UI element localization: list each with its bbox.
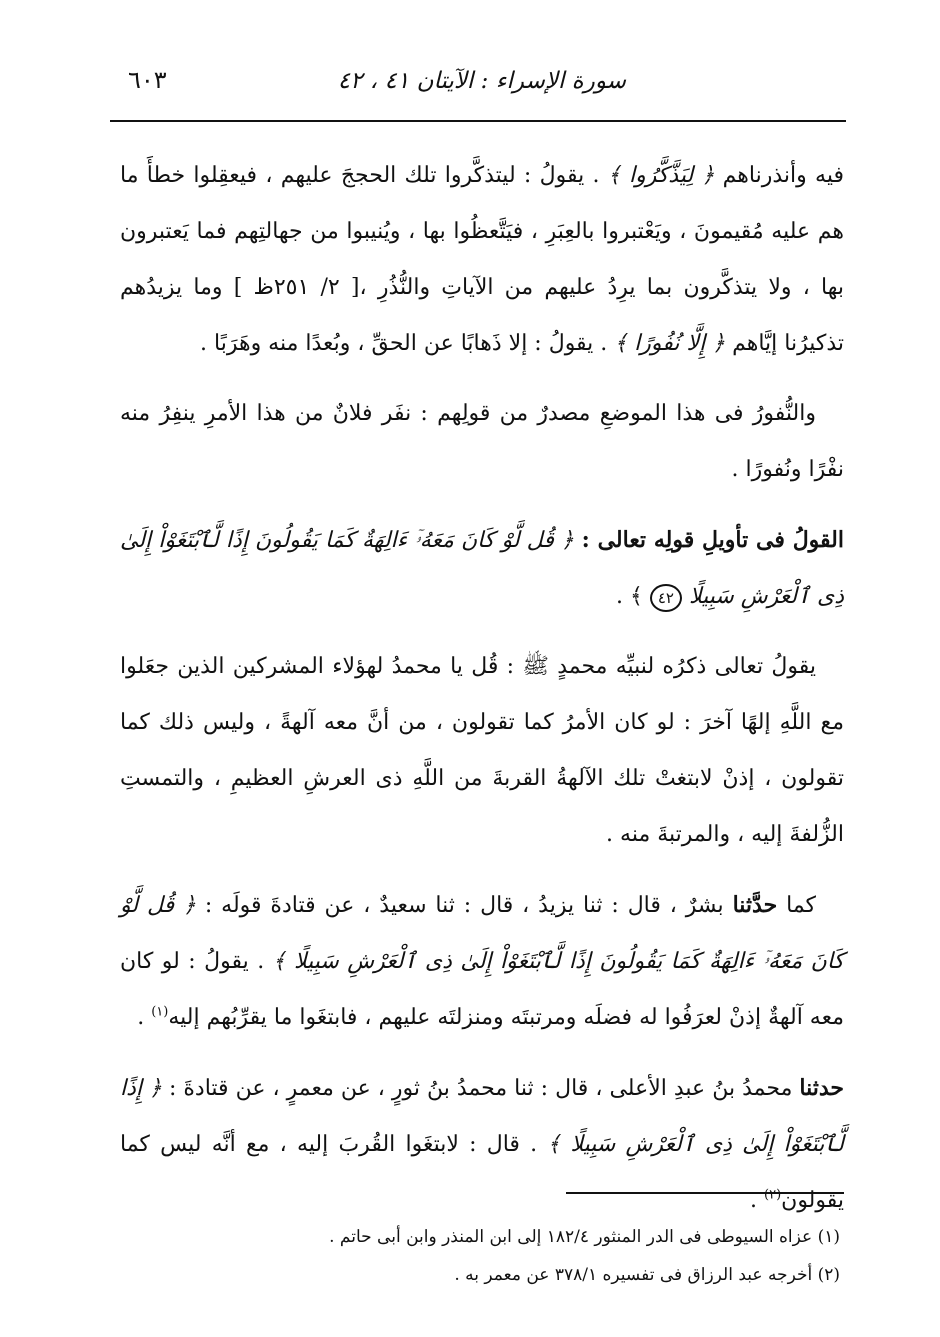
paragraph-6 — [120, 1060, 844, 1229]
paragraph-1 — [120, 148, 844, 372]
paragraph-4: يقولُ تعالى ذكرُه لنبيِّه محمدٍ ﷺ : قُل يا محمدُ لهؤلاء المشركين الذين جعَلوا مع اللَّهِ إلهًا آخرَ : لو كان الأمرُ كما تقولون ، من أنَّ معه آلهةً ، وليس ذلك كما تقولون ، إذنْ لابتغتْ تلك الآلهةُ القربةَ من اللَّهِ ذى العرشِ العظيمِ ، والتمستِ الزُّلفةَ إليه ، والمرتبةَ منه . — [120, 654, 844, 847]
footnote-marker-2: (٢) — [764, 1187, 782, 1203]
page-header — [110, 62, 844, 102]
quran-quote-4: ﴿ إِذًا لَّٱبْتَغَوْاْ إِلَىٰ ذِى ٱلْعَرْشِ سَبِيلًا ﴾ — [120, 1076, 844, 1157]
verse-quote: ﴿ قُل لَّوْ كَانَ مَعَهُۥٓ ءَالِهَةٌ كَمَا يَقُولُونَ إِذًا لَّٱبْتَغَوْاْ إِلَىٰ ذِى ٱلْعَرْشِ سَبِيلًا — [120, 528, 844, 609]
paragraph-5-text-2: بشرٌ ، قال : ثنا يزيدُ ، قال : ثنا سعيدٌ ، عن قتادةَ قولَه : — [195, 893, 733, 918]
heading-label: القولُ فى تأويلِ قولِه تعالى : — [573, 527, 844, 553]
paragraph-1-text-2: . يقولُ : ليتذكَّروا تلك الحججَ عليهم ، فيعقِلوا خطأَ ما هم عليه مُقيمونَ ، ويَعْتبروا بالعِبَرِ ، فيَتَّعظُوا بها ، ويُنيبوا من جهالتِهم فما يَعتبرون بها ، ولا يتذكَّرون بما يرِدُ عليهم من الآياتِ والنُّذُرِ ،[ ٢/ ٢٥١ظ ] وما يزيدُهم تذكيرُنا إيَّاهم — [120, 163, 844, 356]
paragraph-6-text-1: محمدُ بنُ عبدِ الأعلى ، قال : ثنا محمدُ بنُ ثورٍ ، عن معمرٍ ، عن قتادةَ : — [161, 1076, 800, 1101]
section-heading — [120, 512, 844, 625]
header-divider — [110, 120, 846, 122]
main-text — [120, 148, 844, 1243]
verse-quote-end: ﴾ . — [615, 584, 650, 609]
footnote-1: (١) عزاه السيوطى فى الدر المنثور ١٨٢/٤ إلى ابن المنذر وابن أبى حاتم . — [329, 1227, 840, 1247]
isnad-keyword-2: حدثنا — [799, 1075, 844, 1101]
paragraph-5-text-1: كما — [777, 893, 817, 918]
isnad-keyword-1: حدَّثنا — [732, 892, 778, 918]
footnote-marker-1: (١) — [151, 1004, 169, 1020]
quran-quote-2: ﴿ إِلَّا نُفُورًا ﴾ — [614, 331, 726, 356]
footnote-2: (٢) أخرجه عبد الرزاق فى تفسيره ٣٧٨/١ عن معمر به . — [454, 1265, 840, 1285]
quran-quote-3: ﴿ قُل لَّوْ كَانَ مَعَهُۥٓ ءَالِهَةٌ كَمَا يَقُولُونَ إِذًا لَّٱبْتَغَوْاْ إِلَىٰ ذِى ٱلْعَرْشِ سَبِيلًا ﴾ — [120, 893, 845, 974]
paragraph-2: والنُّفورُ فى هذا الموضعِ مصدرٌ من قولِهم : نفَر فلانٌ من هذا الأمرِ ينفِرُ منه نفْرًا ونُفورًا . — [120, 401, 844, 482]
paragraph-6-text-2: . قال : لابتغَوا القُربَ إليه ، مع أنَّه ليس كما يقولون — [120, 1132, 844, 1213]
paragraph-1-text-3: . يقولُ : إلا ذَهابًا عن الحقِّ ، وبُعدًا منه وهَرَبًا . — [200, 331, 615, 356]
verse-number-badge: ٤٢ — [650, 584, 682, 612]
surah-title: سورة الإسراء : الآيتان ٤١ ، ٤٢ — [337, 68, 626, 94]
paragraph-5-text-4: . — [137, 1005, 152, 1030]
paragraph-6-text-3: . — [750, 1188, 765, 1213]
paragraph-5 — [120, 877, 844, 1046]
quran-quote-1: ﴿ لِيَذَّكَّرُوا ﴾ — [607, 163, 715, 188]
footnote-divider — [566, 1192, 844, 1194]
footnotes — [300, 1218, 840, 1294]
paragraph-1-text-1: فيه وأنذرناهم — [714, 163, 844, 188]
page-number: ٦٠٣ — [128, 66, 167, 94]
paragraph-5-text-3: . يقولُ : لو كان معه آلهةٌ إذنْ لعرَفُوا له فضلَه ومرتبتَه ومنزلتَه عليهم ، فابتغَوا ما يقرِّبُهم إليه — [120, 949, 844, 1030]
